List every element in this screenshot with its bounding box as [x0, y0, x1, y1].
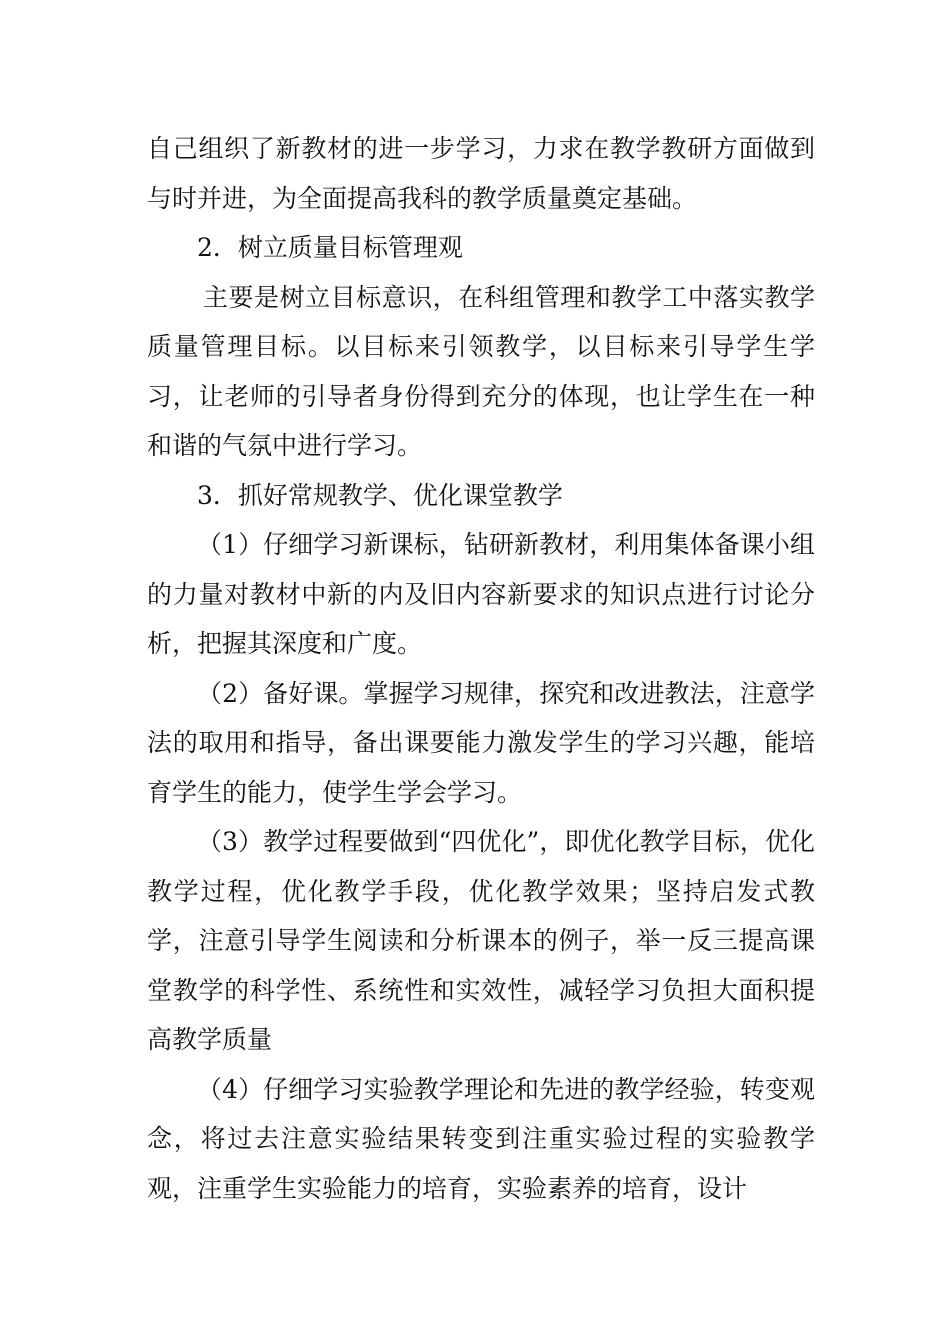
heading-item-3: 3．抓好常规教学、优化课堂教学 [197, 480, 563, 510]
list-item-1: （1）仔细学习新课标，钻研新教材，利用集体备课小组的力量对教材中新的内及旧内容新要求的知识点进行讨论分析，把握其深度和广度。 [147, 530, 815, 658]
paragraph-continued: 自己组织了新教材的进一步学习，力求在教学教研方面做到与时并进，为全面提高我科的教学质量奠定基础。 [147, 134, 815, 213]
list-item-2: （2）备好课。掌握学习规律，探究和改进教法，注意学法的取用和指导，备出课要能力激发学生的学习兴趣，能培育学生的能力，使学生学会学习。 [147, 678, 815, 807]
list-item-4: （4）仔细学习实验教学理论和先进的教学经验，转变观念，将过去注意实验结果转变到注重实验过程的实验教学观，注重学生实验能力的培育，实验素养的培育，设计 [147, 1074, 815, 1203]
list-item-3: （3）教学过程要做到“四优化”，即优化教学目标，优化教学过程，优化教学手段，优化教学效果；坚持启发式教学，注意引导学生阅读和分析课本的例子，举一反三提高课堂教学的科学性、系统性和实效性，减轻学习负担大面积提高教学质量 [147, 827, 815, 1054]
heading-item-2: 2．树立质量目标管理观 [197, 233, 463, 262]
paragraph-quality-goal: 主要是树立目标意识，在科组管理和教学工中落实教学质量管理目标。以目标来引领教学，以目标来引导学生学习，让老师的引导者身份得到充分的体现，也让学生在一种和谐的气氛中进行学习。 [147, 282, 815, 460]
document-body [147, 124, 815, 1213]
